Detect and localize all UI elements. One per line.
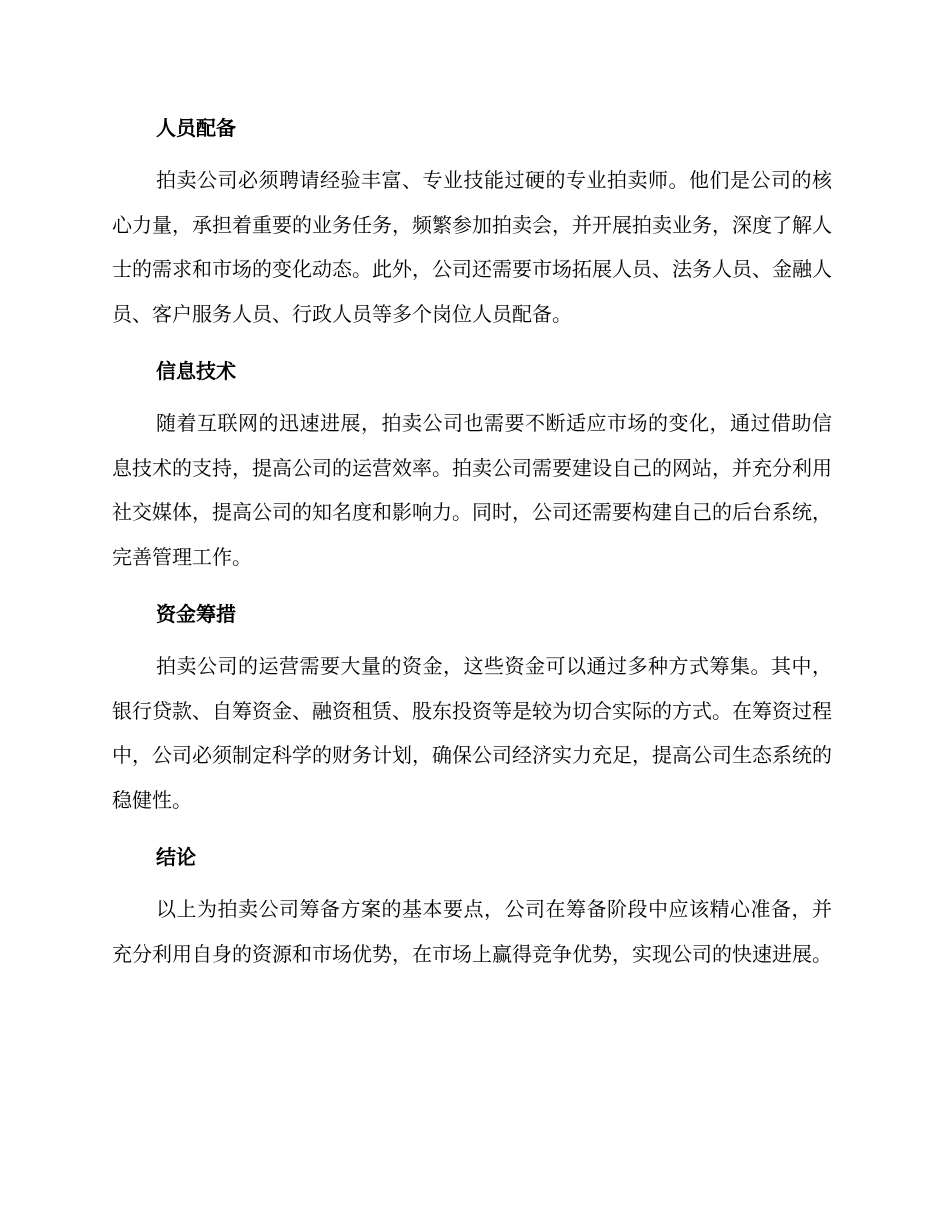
section-information-technology xyxy=(112,351,832,579)
document-content xyxy=(112,108,832,991)
section-heading: 信息技术 xyxy=(156,359,236,383)
section-fundraising xyxy=(112,594,832,822)
section-staffing xyxy=(112,108,832,336)
section-paragraph: 随着互联网的迅速进展，拍卖公司也需要不断适应市场的变化，通过借助信息技术的支持，提高公司的运营效率。拍卖公司需要建设自己的网站，并充分利用社交媒体，提高公司的知名度和影响力。同时，公司还需要构建自己的后台系统，完善管理工作。 xyxy=(112,411,832,569)
section-paragraph: 拍卖公司必须聘请经验丰富、专业技能过硬的专业拍卖师。他们是公司的核心力量，承担着重要的业务任务，频繁参加拍卖会，并开展拍卖业务，深度了解人士的需求和市场的变化动态。此外，公司还需要市场拓展人员、法务人员、金融人员、客户服务人员、行政人员等多个岗位人员配备。 xyxy=(112,168,832,326)
section-paragraph: 拍卖公司的运营需要大量的资金，这些资金可以通过多种方式筹集。其中，银行贷款、自筹资金、融资租赁、股东投资等是较为切合实际的方式。在筹资过程中，公司必须制定科学的财务计划，确保公司经济实力充足，提高公司生态系统的稳健性。 xyxy=(112,654,832,812)
section-heading: 资金筹措 xyxy=(156,602,236,626)
section-paragraph: 以上为拍卖公司筹备方案的基本要点，公司在筹备阶段中应该精心准备，并充分利用自身的资源和市场优势，在市场上赢得竞争优势，实现公司的快速进展。 xyxy=(112,897,832,966)
section-heading: 结论 xyxy=(156,845,196,869)
section-conclusion xyxy=(112,837,832,976)
section-heading: 人员配备 xyxy=(156,116,236,140)
